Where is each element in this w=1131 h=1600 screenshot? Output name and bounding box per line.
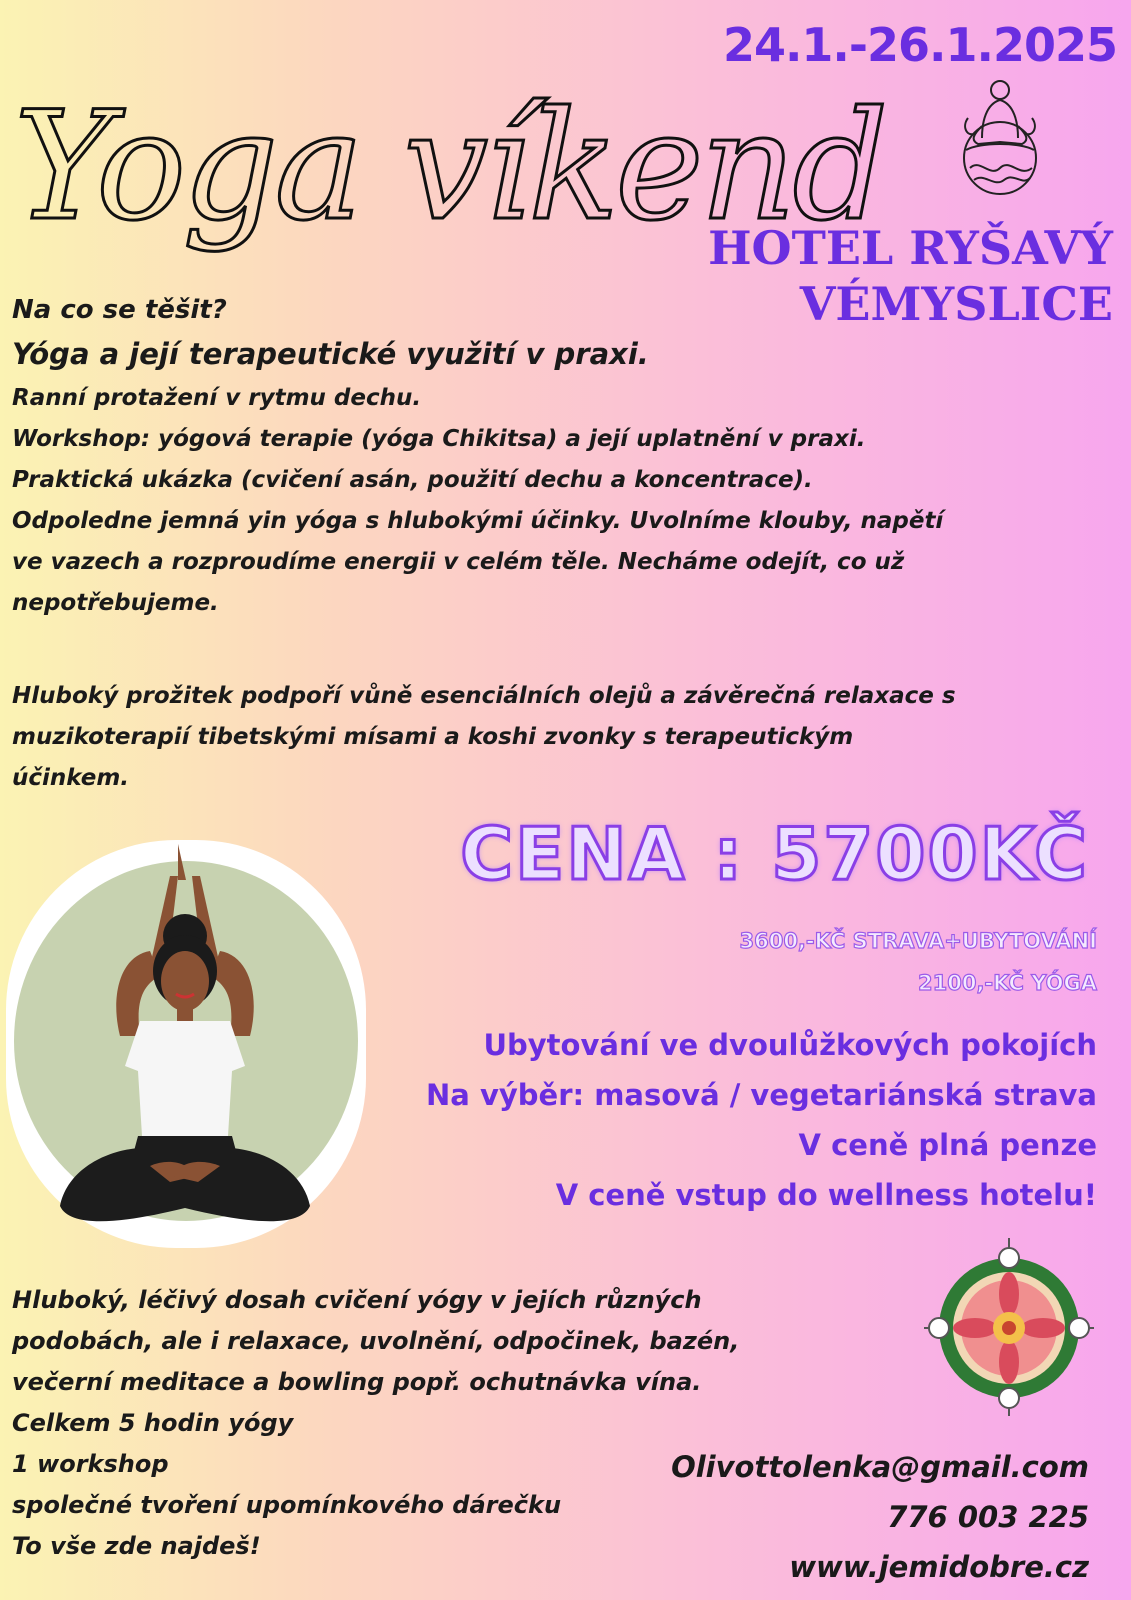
intro-line: Workshop: yógová terapie (yóga Chikitsa) a její uplatnění v praxi. (12, 426, 866, 452)
contact-web[interactable]: www.jemidobre.cz (789, 1550, 1089, 1584)
bottom-line: 1 workshop (12, 1450, 169, 1478)
contact-block (671, 1442, 1089, 1592)
feature-item: V ceně plná penze (798, 1128, 1097, 1162)
title-text: Yoga víkend (14, 80, 885, 254)
yoga-woman-illustration (0, 836, 368, 1252)
feature-item: V ceně vstup do wellness hotelu! (555, 1178, 1097, 1212)
bottom-line: Celkem 5 hodin yógy (12, 1409, 294, 1437)
price-headline: CENA : 5700KČ (460, 812, 1089, 896)
title-script (8, 18, 885, 268)
paragraph-line: účinkem. (12, 765, 130, 791)
price-detail-yoga: 2100,-KČ YÓGA (918, 971, 1097, 995)
intro-line: nepotřebujeme. (12, 590, 219, 616)
feature-item: Na výběr: masová / vegetariánská strava (426, 1078, 1097, 1112)
event-date: 24.1.-26.1.2025 (722, 18, 1117, 72)
mandala-icon (924, 1236, 1094, 1416)
meditation-lotus-icon (960, 78, 1070, 196)
contact-email[interactable]: Olivottolenka@gmail.com (671, 1450, 1089, 1484)
intro-line: Odpoledne jemná yin yóga s hlubokými účinky. Uvolníme klouby, napětí (12, 508, 944, 534)
bottom-section (12, 1280, 739, 1567)
bottom-line: Hluboký, léčivý dosah cvičení yógy v jejích různých (12, 1286, 702, 1314)
hotel-line-2: VÉMYSLICE (799, 277, 1113, 331)
intro-line: Praktická ukázka (cvičení asán, použití dechu a koncentrace). (12, 467, 813, 493)
bottom-line: večerní meditace a bowling popř. ochutnávka vína. (12, 1368, 702, 1396)
page-title (8, 18, 885, 268)
intro-question: Na co se těšit? (12, 295, 227, 325)
intro-line: Ranní protažení v rytmu dechu. (12, 385, 422, 411)
bottom-line: podobách, ale i relaxace, uvolnění, odpočinek, bazén, (12, 1327, 740, 1355)
bottom-line: To vše zde najdeš! (12, 1532, 261, 1560)
paragraph-line: muzikoterapií tibetskými mísami a koshi zvonky s terapeutickým (12, 724, 854, 750)
intro-line: ve vazech a rozproudíme energii v celém těle. Necháme odejít, co už (12, 549, 905, 575)
contact-phone[interactable]: 776 003 225 (887, 1500, 1089, 1534)
intro-subtitle: Yóga a její terapeutické využití v praxi. (12, 337, 649, 371)
price-detail (739, 920, 1097, 1004)
hotel-line-1: HOTEL RYŠAVÝ (708, 221, 1113, 275)
intro-paragraph-2 (12, 676, 956, 799)
feature-item: Ubytování ve dvoulůžkových pokojích (483, 1028, 1097, 1062)
bottom-line: společné tvoření upomínkového dárečku (12, 1491, 562, 1519)
features-list (426, 1020, 1097, 1220)
paragraph-line: Hluboký prožitek podpoří vůně esenciálních olejů a závěrečná relaxace s (12, 683, 956, 709)
price-detail-accommodation: 3600,-KČ STRAVA+UBYTOVÁNÍ (739, 929, 1097, 953)
intro-section (12, 290, 943, 624)
